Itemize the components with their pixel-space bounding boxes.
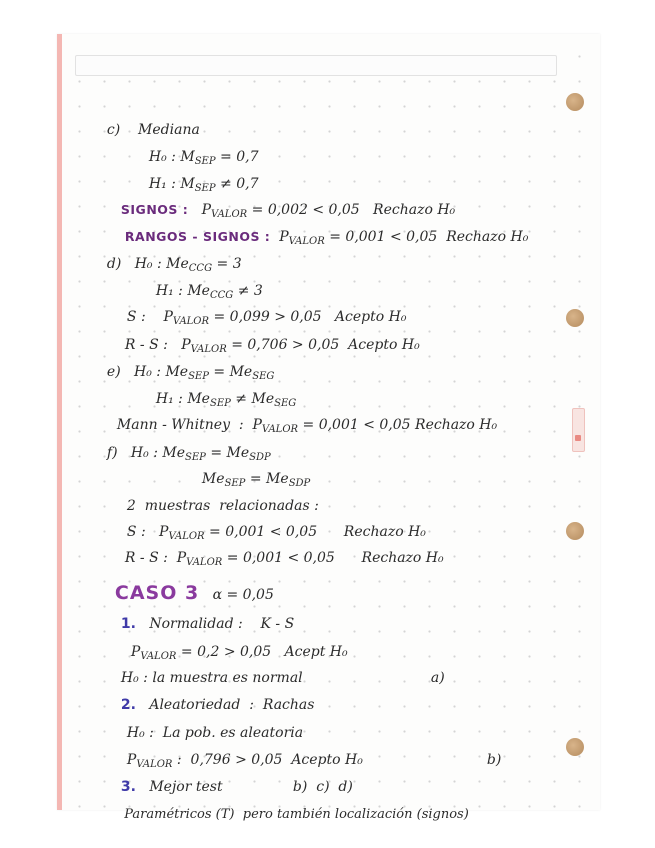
muestras-line: 2 muestras relacionadas : bbox=[126, 498, 319, 514]
rangos-line: RANGOS - SIGNOS : $P_{VALOR} = 0,001 < 0,05$ Rechazo H₀ bbox=[124, 229, 529, 247]
d-rs-line: R - S : $P_{VALOR} = 0,706 > 0,05$ Acepto H₀ bbox=[124, 337, 420, 355]
c-h1: H₁ : $M_{SEP} \ne 0,7$ bbox=[148, 176, 259, 194]
step-3-tags: b) c) d) bbox=[292, 779, 353, 795]
d-h1: H₁ : $Me_{CCG} \ne 3$ bbox=[155, 283, 263, 301]
side-tab bbox=[572, 408, 585, 452]
item-e: e) H₀ : $Me_{SEP} = Me_{SEG}$ bbox=[106, 364, 275, 382]
item-c: c) Mediana bbox=[106, 122, 200, 138]
caso-heading: CASO 3 α = 0,05 bbox=[114, 582, 274, 604]
f-rs-line: R - S : $P_{VALOR} = 0,001 < 0,05$ Rechazo H₀ bbox=[124, 550, 444, 568]
e-h1: H₁ : $Me_{SEP} \ne Me_{SEG}$ bbox=[155, 391, 297, 409]
step-2: 2. Aleatoriedad : Rachas bbox=[120, 697, 315, 713]
step-1: 1. Normalidad : K - S bbox=[120, 616, 295, 632]
step-2-h0: H₀ : La pob. es aleatoria bbox=[126, 725, 304, 741]
d-s-line: S : $P_{VALOR} = 0,099 > 0,05$ Acepto H₀ bbox=[126, 309, 407, 327]
step-2-pvalue: $P_{VALOR}$ : 0,796 > 0,05 Acepto H₀ bbox=[126, 752, 363, 770]
binder-hole bbox=[566, 309, 584, 327]
f-s-line: S : $P_{VALOR} = 0,001 < 0,05$ Rechazo H₀ bbox=[126, 524, 426, 542]
binder-hole bbox=[566, 522, 584, 540]
header-box bbox=[75, 55, 557, 76]
signos-line: SIGNOS : $P_{VALOR} = 0,002 < 0,05$ Rechazo H₀ bbox=[120, 202, 456, 220]
f-line2: $Me_{SEP} = Me_{SDP}$ bbox=[201, 471, 311, 489]
item-f: f) H₀ : $Me_{SEP} = Me_{SDP}$ bbox=[106, 445, 271, 463]
binder-hole bbox=[566, 738, 584, 756]
c-h0: H₀ : $M_{SEP} = 0,7$ bbox=[148, 149, 259, 167]
step-1-tag: a) bbox=[430, 670, 445, 686]
margin-line bbox=[57, 34, 62, 810]
step-1-h0: H₀ : la muestra es normal bbox=[120, 670, 303, 686]
step-2-tag: b) bbox=[486, 752, 502, 768]
binder-hole bbox=[566, 93, 584, 111]
item-d: d) H₀ : $Me_{CCG} = 3$ bbox=[106, 256, 242, 274]
step-3: 3. Mejor test bbox=[120, 779, 223, 795]
mann-whitney-line: Mann - Whitney : $P_{VALOR} = 0,001 < 0,05$ Rechazo H₀ bbox=[116, 417, 498, 435]
step-1-pvalue: $P_{VALOR} = 0,2 > 0,05$ Acept H₀ bbox=[130, 644, 348, 662]
last-line: Paramétricos (T) pero también localización (signos) bbox=[124, 807, 469, 822]
